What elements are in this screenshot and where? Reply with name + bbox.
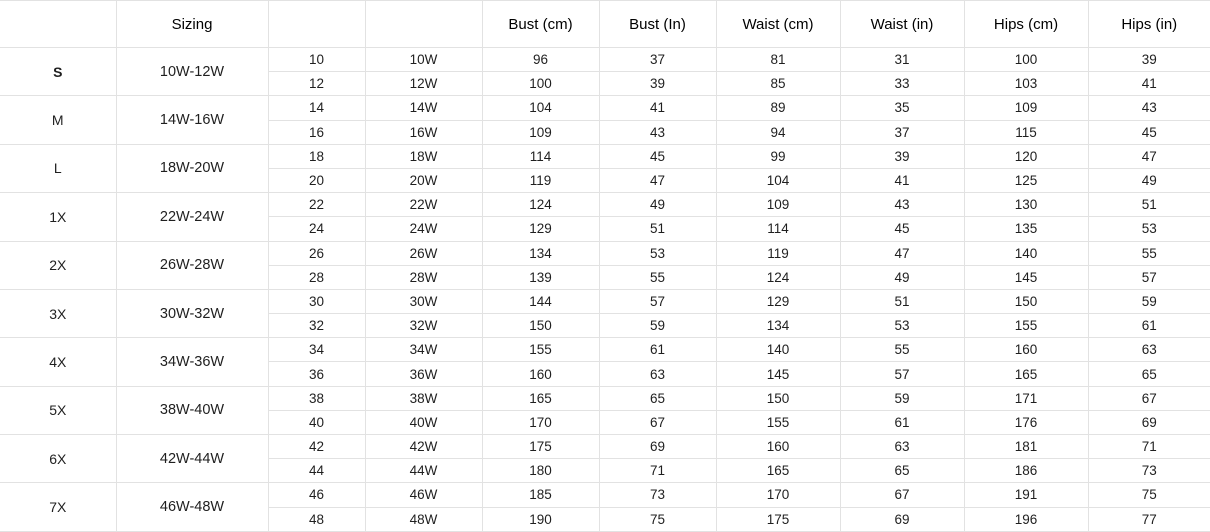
- size-range: 18W-20W: [116, 144, 268, 192]
- cell-bust-in: 53: [599, 241, 716, 265]
- cell-bust-cm: 119: [482, 168, 599, 192]
- cell-num-w: 28W: [365, 265, 482, 289]
- cell-num-w: 34W: [365, 338, 482, 362]
- cell-hips-cm: 191: [964, 483, 1088, 507]
- cell-num-w: 32W: [365, 314, 482, 338]
- cell-num: 40: [268, 410, 365, 434]
- cell-bust-cm: 124: [482, 193, 599, 217]
- cell-waist-in: 57: [840, 362, 964, 386]
- cell-num: 10: [268, 48, 365, 72]
- cell-hips-in: 57: [1088, 265, 1210, 289]
- cell-waist-cm: 99: [716, 144, 840, 168]
- cell-bust-cm: 190: [482, 507, 599, 531]
- cell-waist-cm: 170: [716, 483, 840, 507]
- cell-waist-cm: 165: [716, 459, 840, 483]
- cell-num: 12: [268, 72, 365, 96]
- cell-num: 28: [268, 265, 365, 289]
- cell-hips-in: 75: [1088, 483, 1210, 507]
- column-header-bust-in: Bust (In): [599, 1, 716, 48]
- table-row: [0, 241, 1210, 265]
- cell-waist-cm: 155: [716, 410, 840, 434]
- cell-num: 42: [268, 435, 365, 459]
- size-label: 1X: [0, 193, 116, 241]
- cell-num-w: 12W: [365, 72, 482, 96]
- cell-bust-cm: 129: [482, 217, 599, 241]
- cell-waist-in: 65: [840, 459, 964, 483]
- cell-hips-cm: 155: [964, 314, 1088, 338]
- cell-num: 34: [268, 338, 365, 362]
- cell-bust-in: 37: [599, 48, 716, 72]
- cell-waist-in: 45: [840, 217, 964, 241]
- table-row: [0, 338, 1210, 362]
- cell-hips-cm: 186: [964, 459, 1088, 483]
- cell-hips-cm: 103: [964, 72, 1088, 96]
- cell-waist-in: 51: [840, 289, 964, 313]
- cell-hips-cm: 109: [964, 96, 1088, 120]
- cell-hips-in: 49: [1088, 168, 1210, 192]
- size-label: M: [0, 96, 116, 144]
- cell-num: 48: [268, 507, 365, 531]
- cell-bust-in: 67: [599, 410, 716, 434]
- size-range: 42W-44W: [116, 435, 268, 483]
- cell-bust-in: 41: [599, 96, 716, 120]
- cell-waist-in: 69: [840, 507, 964, 531]
- cell-hips-cm: 171: [964, 386, 1088, 410]
- cell-num: 44: [268, 459, 365, 483]
- cell-hips-cm: 181: [964, 435, 1088, 459]
- table-row: [0, 48, 1210, 72]
- cell-num-w: 20W: [365, 168, 482, 192]
- cell-hips-cm: 176: [964, 410, 1088, 434]
- cell-bust-cm: 114: [482, 144, 599, 168]
- cell-waist-cm: 160: [716, 435, 840, 459]
- cell-num-w: 22W: [365, 193, 482, 217]
- cell-num-w: 30W: [365, 289, 482, 313]
- cell-waist-in: 63: [840, 435, 964, 459]
- cell-bust-cm: 185: [482, 483, 599, 507]
- table-row: [0, 96, 1210, 120]
- cell-waist-in: 41: [840, 168, 964, 192]
- table-row: [0, 483, 1210, 507]
- cell-hips-in: 45: [1088, 120, 1210, 144]
- column-header-waist-in: Waist (in): [840, 1, 964, 48]
- cell-bust-in: 55: [599, 265, 716, 289]
- cell-waist-cm: 150: [716, 386, 840, 410]
- table-row: [0, 289, 1210, 313]
- size-range: 14W-16W: [116, 96, 268, 144]
- cell-num-w: 46W: [365, 483, 482, 507]
- column-header-sizing: Sizing: [116, 1, 268, 48]
- cell-bust-cm: 160: [482, 362, 599, 386]
- cell-bust-in: 71: [599, 459, 716, 483]
- table-header: [0, 1, 1210, 48]
- cell-waist-in: 59: [840, 386, 964, 410]
- cell-waist-in: 49: [840, 265, 964, 289]
- size-range: 22W-24W: [116, 193, 268, 241]
- cell-hips-in: 65: [1088, 362, 1210, 386]
- cell-hips-cm: 115: [964, 120, 1088, 144]
- size-label: 2X: [0, 241, 116, 289]
- size-label: 4X: [0, 338, 116, 386]
- cell-bust-cm: 150: [482, 314, 599, 338]
- cell-hips-cm: 150: [964, 289, 1088, 313]
- table-row: [0, 386, 1210, 410]
- cell-waist-in: 35: [840, 96, 964, 120]
- cell-hips-in: 51: [1088, 193, 1210, 217]
- cell-num: 46: [268, 483, 365, 507]
- cell-num-w: 18W: [365, 144, 482, 168]
- cell-waist-in: 55: [840, 338, 964, 362]
- size-range: 10W-12W: [116, 48, 268, 96]
- cell-num: 20: [268, 168, 365, 192]
- size-range: 46W-48W: [116, 483, 268, 531]
- cell-bust-cm: 144: [482, 289, 599, 313]
- column-header-numeric-w: [365, 1, 482, 48]
- cell-bust-in: 47: [599, 168, 716, 192]
- column-header-numeric: [268, 1, 365, 48]
- table-row: [0, 193, 1210, 217]
- cell-num-w: 42W: [365, 435, 482, 459]
- cell-num: 26: [268, 241, 365, 265]
- cell-bust-cm: 170: [482, 410, 599, 434]
- cell-bust-cm: 109: [482, 120, 599, 144]
- cell-waist-cm: 89: [716, 96, 840, 120]
- cell-bust-in: 73: [599, 483, 716, 507]
- cell-waist-cm: 104: [716, 168, 840, 192]
- cell-hips-cm: 145: [964, 265, 1088, 289]
- cell-bust-in: 61: [599, 338, 716, 362]
- cell-bust-cm: 134: [482, 241, 599, 265]
- table-row: [0, 144, 1210, 168]
- cell-num: 30: [268, 289, 365, 313]
- size-label: 3X: [0, 289, 116, 337]
- cell-hips-in: 63: [1088, 338, 1210, 362]
- cell-bust-in: 49: [599, 193, 716, 217]
- cell-num-w: 10W: [365, 48, 482, 72]
- header-row: [0, 1, 1210, 48]
- cell-hips-in: 71: [1088, 435, 1210, 459]
- cell-num-w: 44W: [365, 459, 482, 483]
- cell-bust-cm: 104: [482, 96, 599, 120]
- cell-bust-cm: 180: [482, 459, 599, 483]
- cell-bust-in: 65: [599, 386, 716, 410]
- cell-waist-cm: 119: [716, 241, 840, 265]
- cell-waist-cm: 94: [716, 120, 840, 144]
- cell-num: 18: [268, 144, 365, 168]
- cell-bust-cm: 165: [482, 386, 599, 410]
- cell-hips-in: 53: [1088, 217, 1210, 241]
- cell-waist-cm: 114: [716, 217, 840, 241]
- cell-waist-cm: 134: [716, 314, 840, 338]
- cell-num-w: 24W: [365, 217, 482, 241]
- size-label: L: [0, 144, 116, 192]
- cell-bust-in: 43: [599, 120, 716, 144]
- cell-num: 38: [268, 386, 365, 410]
- cell-hips-in: 55: [1088, 241, 1210, 265]
- cell-hips-cm: 196: [964, 507, 1088, 531]
- cell-waist-in: 43: [840, 193, 964, 217]
- cell-bust-cm: 96: [482, 48, 599, 72]
- cell-bust-in: 63: [599, 362, 716, 386]
- cell-bust-in: 39: [599, 72, 716, 96]
- cell-num-w: 36W: [365, 362, 482, 386]
- cell-hips-cm: 100: [964, 48, 1088, 72]
- cell-num-w: 26W: [365, 241, 482, 265]
- size-range: 26W-28W: [116, 241, 268, 289]
- column-header-hips-cm: Hips (cm): [964, 1, 1088, 48]
- cell-hips-cm: 165: [964, 362, 1088, 386]
- cell-bust-in: 59: [599, 314, 716, 338]
- cell-waist-in: 31: [840, 48, 964, 72]
- cell-waist-in: 67: [840, 483, 964, 507]
- cell-num-w: 14W: [365, 96, 482, 120]
- cell-num: 16: [268, 120, 365, 144]
- cell-hips-in: 41: [1088, 72, 1210, 96]
- cell-waist-in: 61: [840, 410, 964, 434]
- cell-hips-cm: 135: [964, 217, 1088, 241]
- cell-hips-in: 43: [1088, 96, 1210, 120]
- cell-num-w: 48W: [365, 507, 482, 531]
- column-header-blank: [0, 1, 116, 48]
- cell-num: 14: [268, 96, 365, 120]
- cell-hips-cm: 140: [964, 241, 1088, 265]
- size-label: 6X: [0, 435, 116, 483]
- cell-hips-cm: 130: [964, 193, 1088, 217]
- column-header-waist-cm: Waist (cm): [716, 1, 840, 48]
- cell-hips-in: 73: [1088, 459, 1210, 483]
- cell-waist-in: 53: [840, 314, 964, 338]
- cell-num-w: 38W: [365, 386, 482, 410]
- column-header-hips-in: Hips (in): [1088, 1, 1210, 48]
- column-header-bust-cm: Bust (cm): [482, 1, 599, 48]
- cell-bust-cm: 175: [482, 435, 599, 459]
- cell-num: 24: [268, 217, 365, 241]
- cell-hips-in: 39: [1088, 48, 1210, 72]
- size-label: 5X: [0, 386, 116, 434]
- cell-waist-cm: 109: [716, 193, 840, 217]
- cell-waist-in: 37: [840, 120, 964, 144]
- cell-waist-in: 33: [840, 72, 964, 96]
- cell-waist-cm: 124: [716, 265, 840, 289]
- cell-hips-in: 61: [1088, 314, 1210, 338]
- size-label: S: [0, 48, 116, 96]
- size-range: 38W-40W: [116, 386, 268, 434]
- size-range: 30W-32W: [116, 289, 268, 337]
- cell-num: 32: [268, 314, 365, 338]
- cell-waist-in: 47: [840, 241, 964, 265]
- cell-hips-in: 77: [1088, 507, 1210, 531]
- cell-hips-in: 67: [1088, 386, 1210, 410]
- cell-bust-cm: 155: [482, 338, 599, 362]
- cell-waist-in: 39: [840, 144, 964, 168]
- cell-num-w: 16W: [365, 120, 482, 144]
- cell-waist-cm: 85: [716, 72, 840, 96]
- size-range: 34W-36W: [116, 338, 268, 386]
- cell-hips-in: 69: [1088, 410, 1210, 434]
- cell-waist-cm: 175: [716, 507, 840, 531]
- cell-waist-cm: 145: [716, 362, 840, 386]
- cell-bust-in: 51: [599, 217, 716, 241]
- cell-num: 36: [268, 362, 365, 386]
- cell-bust-in: 57: [599, 289, 716, 313]
- table-row: [0, 435, 1210, 459]
- table-body: [0, 48, 1210, 532]
- cell-waist-cm: 81: [716, 48, 840, 72]
- cell-hips-cm: 120: [964, 144, 1088, 168]
- cell-bust-in: 69: [599, 435, 716, 459]
- cell-waist-cm: 129: [716, 289, 840, 313]
- size-label: 7X: [0, 483, 116, 531]
- cell-hips-cm: 160: [964, 338, 1088, 362]
- cell-num: 22: [268, 193, 365, 217]
- cell-bust-cm: 139: [482, 265, 599, 289]
- cell-hips-in: 59: [1088, 289, 1210, 313]
- cell-num-w: 40W: [365, 410, 482, 434]
- cell-bust-in: 75: [599, 507, 716, 531]
- cell-waist-cm: 140: [716, 338, 840, 362]
- cell-hips-cm: 125: [964, 168, 1088, 192]
- cell-bust-cm: 100: [482, 72, 599, 96]
- cell-hips-in: 47: [1088, 144, 1210, 168]
- cell-bust-in: 45: [599, 144, 716, 168]
